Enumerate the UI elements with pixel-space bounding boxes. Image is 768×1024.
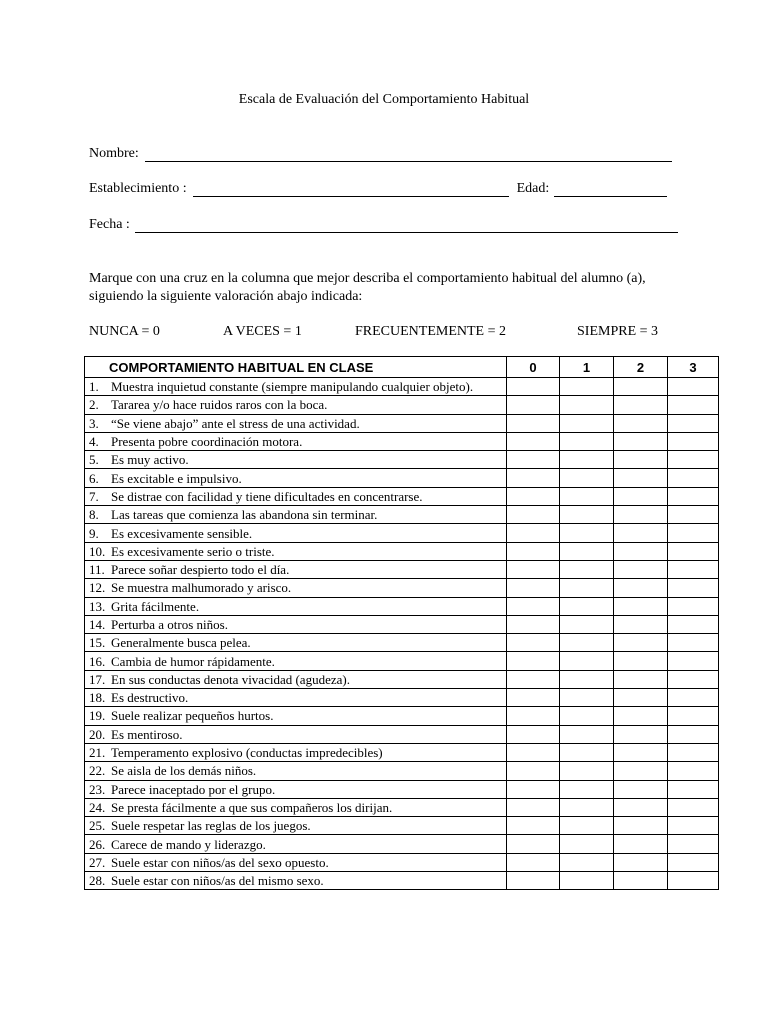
table-row: [85, 743, 719, 761]
rating-cell-2[interactable]: [614, 707, 668, 725]
item-text: Es destructivo.: [111, 690, 189, 706]
rating-cell-3[interactable]: [668, 670, 719, 688]
item-text: Suele realizar pequeños hurtos.: [111, 708, 274, 724]
behavior-cell: [85, 469, 507, 487]
rating-cell-2[interactable]: [614, 560, 668, 578]
table-row: [85, 487, 719, 505]
item-number: 23.: [89, 781, 106, 797]
rating-cell-2[interactable]: [614, 597, 668, 615]
rating-cell-3[interactable]: [668, 872, 719, 890]
table-row: [85, 432, 719, 450]
table-row: [85, 378, 719, 396]
evaluation-table: [84, 356, 719, 890]
rating-cell-2[interactable]: [614, 652, 668, 670]
item-text: Temperamento explosivo (conductas impredecibles): [111, 745, 383, 761]
scale-a-veces: A VECES = 1: [223, 324, 302, 339]
behavior-cell: [85, 487, 507, 505]
behavior-cell: [85, 652, 507, 670]
item-text: Las tareas que comienza las abandona sin terminar.: [111, 507, 378, 523]
table-row: [85, 835, 719, 853]
rating-cell-0[interactable]: [507, 762, 560, 780]
behavior-item: [89, 653, 506, 670]
rating-cell-0[interactable]: [507, 542, 560, 560]
behavior-item: [89, 817, 506, 834]
item-number: 24.: [89, 799, 106, 815]
rating-cell-3[interactable]: [668, 853, 719, 871]
table-header-col-3: 3: [668, 357, 719, 378]
table-header-behavior: COMPORTAMIENTO HABITUAL EN CLASE: [85, 357, 507, 378]
item-number: 13.: [89, 598, 106, 614]
rating-cell-2[interactable]: [614, 579, 668, 597]
item-text: Es excesivamente serio o triste.: [111, 543, 275, 559]
rating-cell-3[interactable]: [668, 487, 719, 505]
table-row: [85, 707, 719, 725]
rating-cell-3[interactable]: [668, 817, 719, 835]
behavior-cell: [85, 762, 507, 780]
rating-cell-1[interactable]: [560, 615, 614, 633]
item-number: 11.: [89, 562, 105, 578]
rating-cell-0[interactable]: [507, 743, 560, 761]
rating-cell-1[interactable]: [560, 652, 614, 670]
rating-cell-2[interactable]: [614, 506, 668, 524]
rating-cell-0[interactable]: [507, 725, 560, 743]
item-number: 28.: [89, 873, 106, 889]
rating-cell-2[interactable]: [614, 689, 668, 707]
rating-cell-1[interactable]: [560, 579, 614, 597]
rating-cell-0[interactable]: [507, 780, 560, 798]
item-text: Muestra inquietud constante (siempre manipulando cualquier objeto).: [111, 379, 474, 395]
table-row: [85, 853, 719, 871]
behavior-item: [89, 378, 506, 395]
behavior-cell: [85, 853, 507, 871]
behavior-item: [89, 671, 506, 688]
establecimiento-row: [89, 181, 667, 197]
rating-cell-2[interactable]: [614, 743, 668, 761]
rating-cell-1[interactable]: [560, 634, 614, 652]
rating-cell-1[interactable]: [560, 506, 614, 524]
item-text: “Se viene abajo” ante el stress de una actividad.: [111, 415, 360, 431]
behavior-cell: [85, 396, 507, 414]
item-number: 12.: [89, 580, 106, 596]
rating-cell-2[interactable]: [614, 725, 668, 743]
rating-cell-3[interactable]: [668, 780, 719, 798]
item-text: Cambia de humor rápidamente.: [111, 653, 275, 669]
document-title: Escala de Evaluación del Comportamiento Habitual: [238, 92, 530, 107]
rating-cell-0[interactable]: [507, 469, 560, 487]
rating-cell-2[interactable]: [614, 670, 668, 688]
item-text: Es excesivamente sensible.: [111, 525, 253, 541]
rating-cell-0[interactable]: [507, 652, 560, 670]
item-number: 9.: [89, 525, 99, 541]
rating-cell-3[interactable]: [668, 378, 719, 396]
rating-cell-2[interactable]: [614, 451, 668, 469]
rating-cell-3[interactable]: [668, 689, 719, 707]
rating-cell-3[interactable]: [668, 451, 719, 469]
behavior-item: [89, 799, 506, 816]
item-number: 3.: [89, 415, 99, 431]
rating-cell-1[interactable]: [560, 432, 614, 450]
behavior-cell: [85, 817, 507, 835]
table-row: [85, 689, 719, 707]
item-text: Se muestra malhumorado y arisco.: [111, 580, 292, 596]
fecha-label: Fecha :: [89, 217, 130, 232]
table-row: [85, 817, 719, 835]
rating-cell-2[interactable]: [614, 817, 668, 835]
behavior-item: [89, 433, 506, 450]
rating-cell-2[interactable]: [614, 524, 668, 542]
table-row: [85, 524, 719, 542]
behavior-item: [89, 634, 506, 651]
item-text: Se presta fácilmente a que sus compañeros los dirijan.: [111, 799, 393, 815]
nombre-label: Nombre:: [89, 146, 139, 161]
behavior-item: [89, 616, 506, 633]
behavior-cell: [85, 506, 507, 524]
table-row: [85, 414, 719, 432]
rating-cell-3[interactable]: [668, 743, 719, 761]
rating-cell-0[interactable]: [507, 670, 560, 688]
rating-cell-3[interactable]: [668, 762, 719, 780]
rating-cell-1[interactable]: [560, 853, 614, 871]
rating-cell-3[interactable]: [668, 506, 719, 524]
rating-cell-3[interactable]: [668, 414, 719, 432]
rating-cell-1[interactable]: [560, 743, 614, 761]
rating-cell-3[interactable]: [668, 469, 719, 487]
item-text: Presenta pobre coordinación motora.: [111, 434, 303, 450]
behavior-cell: [85, 542, 507, 560]
behavior-cell: [85, 780, 507, 798]
nombre-row: [89, 146, 672, 162]
rating-cell-0[interactable]: [507, 615, 560, 633]
table-row: [85, 670, 719, 688]
rating-cell-2[interactable]: [614, 542, 668, 560]
rating-cell-3[interactable]: [668, 835, 719, 853]
rating-cell-0[interactable]: [507, 853, 560, 871]
rating-cell-1[interactable]: [560, 469, 614, 487]
behavior-item: [89, 561, 506, 578]
behavior-item: [89, 579, 506, 596]
item-number: 20.: [89, 726, 106, 742]
rating-cell-1[interactable]: [560, 597, 614, 615]
rating-cell-1[interactable]: [560, 560, 614, 578]
rating-cell-2[interactable]: [614, 853, 668, 871]
rating-cell-3[interactable]: [668, 579, 719, 597]
behavior-item: [89, 488, 506, 505]
rating-cell-3[interactable]: [668, 798, 719, 816]
item-text: Es muy activo.: [111, 452, 189, 468]
table-row: [85, 762, 719, 780]
behavior-item: [89, 415, 506, 432]
rating-cell-0[interactable]: [507, 798, 560, 816]
fecha-row: [89, 217, 678, 233]
rating-cell-2[interactable]: [614, 798, 668, 816]
table-row: [85, 615, 719, 633]
behavior-item: [89, 470, 506, 487]
item-text: Perturba a otros niños.: [111, 617, 228, 632]
behavior-cell: [85, 579, 507, 597]
rating-cell-2[interactable]: [614, 378, 668, 396]
scale-nunca: NUNCA = 0: [89, 324, 160, 339]
behavior-cell: [85, 597, 507, 615]
item-number: 27.: [89, 854, 106, 870]
item-text: Se distrae con facilidad y tiene dificultades en concentrarse.: [111, 488, 423, 504]
rating-cell-0[interactable]: [507, 396, 560, 414]
table-header-col-1: 1: [560, 357, 614, 378]
table-row: [85, 451, 719, 469]
table-row: [85, 798, 719, 816]
rating-cell-0[interactable]: [507, 560, 560, 578]
table-row: [85, 396, 719, 414]
rating-cell-3[interactable]: [668, 597, 719, 615]
rating-cell-2[interactable]: [614, 414, 668, 432]
rating-cell-0[interactable]: [507, 451, 560, 469]
rating-cell-2[interactable]: [614, 396, 668, 414]
behavior-item: [89, 836, 506, 853]
fecha-field[interactable]: [135, 218, 678, 233]
behavior-cell: [85, 560, 507, 578]
rating-cell-2[interactable]: [614, 487, 668, 505]
rating-cell-0[interactable]: [507, 524, 560, 542]
rating-cell-3[interactable]: [668, 707, 719, 725]
establecimiento-field[interactable]: [193, 182, 509, 197]
behavior-cell: [85, 378, 507, 396]
rating-cell-0[interactable]: [507, 378, 560, 396]
rating-cell-1[interactable]: [560, 798, 614, 816]
table-row: [85, 780, 719, 798]
nombre-field[interactable]: [145, 147, 672, 162]
item-number: 22.: [89, 763, 106, 779]
rating-cell-2[interactable]: [614, 615, 668, 633]
table-header-col-0: 0: [507, 357, 560, 378]
item-text: Parece inaceptado por el grupo.: [111, 781, 276, 797]
behavior-cell: [85, 634, 507, 652]
table-header-row: [85, 357, 719, 378]
table-row: [85, 872, 719, 890]
item-number: 4.: [89, 434, 99, 450]
rating-cell-2[interactable]: [614, 780, 668, 798]
scale-legend: [89, 324, 689, 342]
behavior-cell: [85, 743, 507, 761]
item-number: 17.: [89, 671, 106, 687]
item-text: Generalmente busca pelea.: [111, 635, 251, 651]
item-text: Carece de mando y liderazgo.: [111, 836, 266, 852]
item-number: 7.: [89, 488, 99, 504]
rating-cell-2[interactable]: [614, 835, 668, 853]
behavior-item: [89, 543, 506, 560]
behavior-cell: [85, 725, 507, 743]
behavior-cell: [85, 798, 507, 816]
rating-cell-0[interactable]: [507, 707, 560, 725]
rating-cell-0[interactable]: [507, 689, 560, 707]
behavior-cell: [85, 872, 507, 890]
table-row: [85, 560, 719, 578]
rating-cell-0[interactable]: [507, 487, 560, 505]
rating-cell-3[interactable]: [668, 652, 719, 670]
item-number: 16.: [89, 653, 106, 669]
rating-cell-1[interactable]: [560, 451, 614, 469]
item-text: En sus conductas denota vivacidad (agudeza).: [111, 671, 350, 687]
rating-cell-1[interactable]: [560, 378, 614, 396]
behavior-item: [89, 854, 506, 871]
behavior-cell: [85, 414, 507, 432]
behavior-item: [89, 726, 506, 743]
rating-cell-1[interactable]: [560, 414, 614, 432]
item-text: Suele estar con niños/as del mismo sexo.: [111, 873, 324, 889]
rating-cell-0[interactable]: [507, 634, 560, 652]
behavior-item: [89, 872, 506, 889]
rating-cell-1[interactable]: [560, 780, 614, 798]
behavior-cell: [85, 432, 507, 450]
behavior-item: [89, 707, 506, 724]
rating-cell-0[interactable]: [507, 835, 560, 853]
table-row: [85, 506, 719, 524]
item-number: 10.: [89, 543, 106, 559]
rating-cell-2[interactable]: [614, 872, 668, 890]
rating-cell-0[interactable]: [507, 432, 560, 450]
item-text: Grita fácilmente.: [111, 598, 200, 614]
rating-cell-0[interactable]: [507, 414, 560, 432]
rating-cell-3[interactable]: [668, 560, 719, 578]
rating-cell-0[interactable]: [507, 597, 560, 615]
table-row: [85, 634, 719, 652]
item-number: 1.: [89, 379, 99, 395]
rating-cell-2[interactable]: [614, 762, 668, 780]
rating-cell-0[interactable]: [507, 872, 560, 890]
table-row: [85, 597, 719, 615]
rating-cell-1[interactable]: [560, 524, 614, 542]
item-number: 8.: [89, 507, 99, 523]
rating-cell-0[interactable]: [507, 579, 560, 597]
rating-cell-2[interactable]: [614, 432, 668, 450]
rating-cell-3[interactable]: [668, 725, 719, 743]
behavior-cell: [85, 670, 507, 688]
item-number: 15.: [89, 635, 106, 651]
behavior-item: [89, 396, 506, 413]
behavior-item: [89, 598, 506, 615]
behavior-item: [89, 525, 506, 542]
rating-cell-0[interactable]: [507, 506, 560, 524]
behavior-item: [89, 762, 506, 779]
behavior-cell: [85, 524, 507, 542]
item-number: 2.: [89, 397, 99, 413]
table-header-col-2: 2: [614, 357, 668, 378]
behavior-item: [89, 781, 506, 798]
item-number: 5.: [89, 452, 99, 468]
item-text: Se aisla de los demás niños.: [111, 763, 257, 779]
item-text: Suele respetar las reglas de los juegos.: [111, 818, 311, 834]
rating-cell-1[interactable]: [560, 725, 614, 743]
rating-cell-2[interactable]: [614, 469, 668, 487]
item-text: Es mentiroso.: [111, 726, 183, 742]
table-row: [85, 652, 719, 670]
item-number: 26.: [89, 836, 106, 852]
behavior-item: [89, 689, 506, 706]
rating-cell-3[interactable]: [668, 542, 719, 560]
behavior-item: [89, 451, 506, 468]
rating-cell-1[interactable]: [560, 762, 614, 780]
rating-cell-1[interactable]: [560, 817, 614, 835]
behavior-cell: [85, 451, 507, 469]
rating-cell-1[interactable]: [560, 707, 614, 725]
rating-cell-1[interactable]: [560, 670, 614, 688]
instructions-text: Marque con una cruz en la columna que mejor describa el comportamiento habitual del alumno (a), siguiendo la siguiente valoración abajo indicada:: [89, 271, 646, 304]
edad-label: Edad:: [516, 181, 550, 196]
rating-cell-3[interactable]: [668, 524, 719, 542]
behavior-item: [89, 506, 506, 523]
item-text: Suele estar con niños/as del sexo opuesto.: [111, 854, 329, 870]
rating-cell-1[interactable]: [560, 542, 614, 560]
behavior-cell: [85, 689, 507, 707]
rating-cell-3[interactable]: [668, 432, 719, 450]
rating-cell-1[interactable]: [560, 396, 614, 414]
rating-cell-3[interactable]: [668, 615, 719, 633]
rating-cell-1[interactable]: [560, 872, 614, 890]
rating-cell-0[interactable]: [507, 817, 560, 835]
item-text: Tararea y/o hace ruidos raros con la boca.: [111, 397, 328, 413]
item-number: 14.: [89, 617, 106, 632]
table-row: [85, 542, 719, 560]
behavior-cell: [85, 615, 507, 633]
scale-siempre: SIEMPRE = 3: [577, 324, 659, 339]
scale-frecuentemente: FRECUENTEMENTE = 2: [355, 324, 506, 339]
table-row: [85, 725, 719, 743]
behavior-cell: [85, 835, 507, 853]
establecimiento-label: Establecimiento :: [89, 181, 187, 196]
item-number: 21.: [89, 745, 106, 761]
rating-cell-3[interactable]: [668, 634, 719, 652]
item-number: 18.: [89, 690, 106, 706]
edad-field[interactable]: [554, 182, 667, 197]
item-text: Parece soñar despierto todo el día.: [111, 562, 290, 578]
table-row: [85, 469, 719, 487]
rating-cell-1[interactable]: [560, 487, 614, 505]
item-number: 25.: [89, 818, 106, 834]
rating-cell-2[interactable]: [614, 634, 668, 652]
rating-cell-3[interactable]: [668, 396, 719, 414]
item-number: 6.: [89, 470, 99, 486]
behavior-item: [89, 744, 506, 761]
rating-cell-1[interactable]: [560, 835, 614, 853]
behavior-cell: [85, 707, 507, 725]
table-row: [85, 579, 719, 597]
item-number: 19.: [89, 708, 106, 724]
item-text: Es excitable e impulsivo.: [111, 470, 242, 486]
rating-cell-1[interactable]: [560, 689, 614, 707]
